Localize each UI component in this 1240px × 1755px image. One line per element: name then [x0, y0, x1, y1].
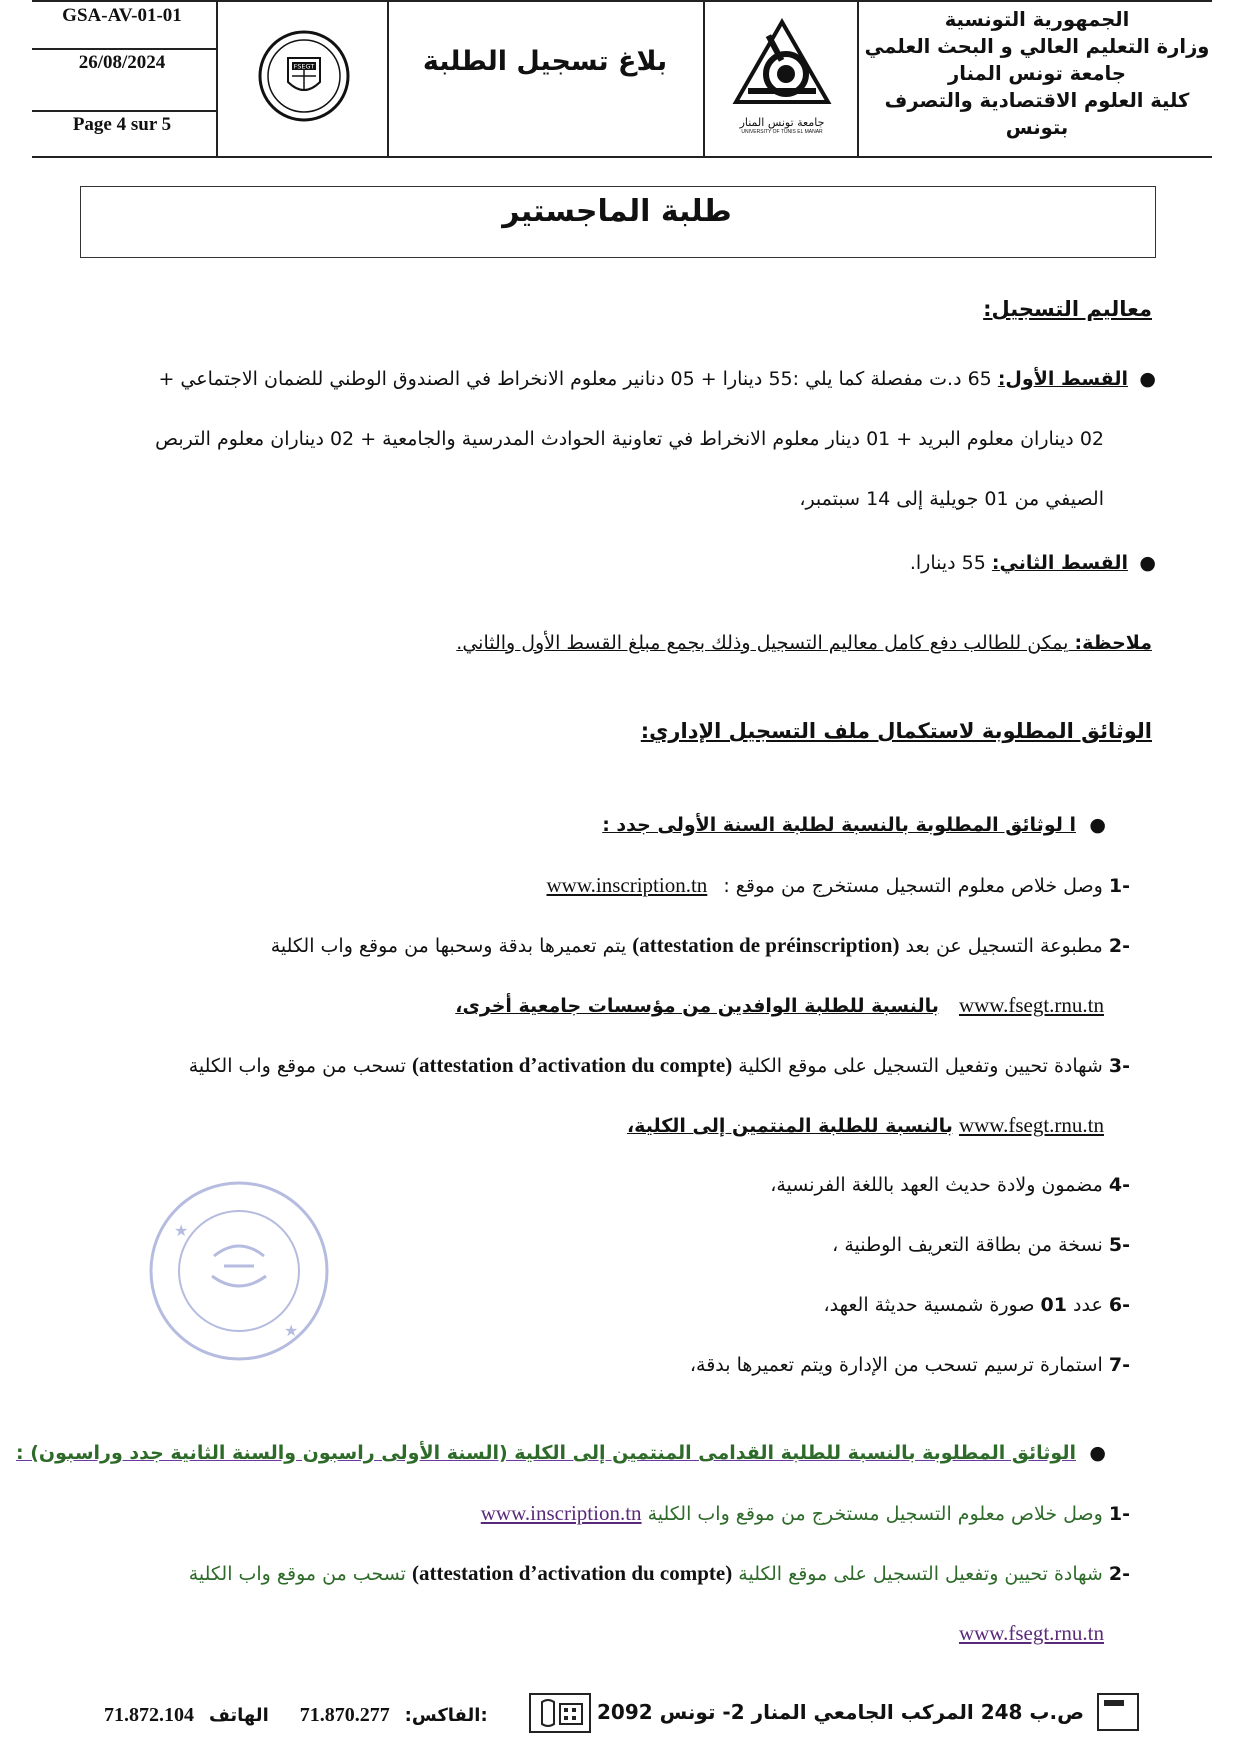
phone-number: 71.870.277 — [299, 1704, 390, 1726]
old-item-2-line-2 — [959, 1620, 1104, 1647]
fee-second: ● القسط الثاني: 55 دينارا. — [909, 552, 1156, 574]
fax-number: 71.872.104 — [104, 1704, 194, 1726]
new-item-5: -5 نسخة من بطاقة التعريف الوطنية ، — [832, 1234, 1130, 1256]
fees-note: ملاحظة: يمكن للطالب دفع كامل معاليم التسجيل وذلك بجمع مبلغ القسط الأول والثاني. — [456, 632, 1152, 654]
bullet-icon: ● — [1139, 368, 1156, 390]
docs-heading: الوثائق المطلوبة لاستكمال ملف التسجيل الإداري: — [640, 719, 1152, 743]
faculty-line: كلية العلوم الاقتصادية والتصرف بتونس — [884, 89, 1190, 139]
new-item-3: -3 شهادة تحيين وتفعيل التسجيل على موقع الكلية (attestation d’activation du compte) تسحب من موقع واب الكلية — [188, 1053, 1130, 1077]
new-item-3-line-2: www.fsegt.rnu.tn بالنسبة للطلبة المنتمين إلى الكلية، — [626, 1113, 1104, 1137]
section-title: طلبة الماجستير — [502, 194, 732, 229]
fees-heading: معاليم التسجيل: — [983, 297, 1152, 321]
footer-contacts — [104, 1702, 488, 1727]
university-line: جامعة تونس المنار — [948, 62, 1126, 85]
new-item-1: -1 وصل خلاص معلوم التسجيل مستخرج من موقع : www.inscription.tn — [546, 873, 1130, 897]
svg-text:FSEGT: FSEGT — [293, 62, 315, 71]
mailbox-icon — [1096, 1692, 1140, 1732]
bullet-icon: ● — [1089, 814, 1106, 836]
new-item-2-line-2: www.fsegt.rnu.tn بالنسبة للطلبة الوافدين من مؤسسات جامعية أخرى، — [455, 993, 1104, 1017]
svg-text:★: ★ — [284, 1321, 299, 1340]
new-item-7: -7 استمارة ترسيم تسحب من الإدارة ويتم تعميرها بدقة، — [689, 1354, 1130, 1376]
old-students-heading: ● الوثائق المطلوبة بالنسبة للطلبة القدامى المنتمين إلى الكلية (السنة الأولى راسبون والسنة الثانية جدد وراسبون) : — [16, 1442, 1106, 1464]
institution-block — [862, 6, 1212, 141]
ministry-line: وزارة التعليم العالي و البحث العلمي — [864, 35, 1210, 58]
new-item-2: -2 مطبوعة التسجيل عن بعد (attestation de préinscription) يتم تعميرها بدقة وسحبها من موقع واب الكلية — [270, 933, 1130, 957]
document-code: GSA-AV-01-01 — [62, 5, 182, 26]
phone-label: الهاتف: — [208, 1705, 488, 1726]
old-item-2: -2 شهادة تحيين وتفعيل التسجيل على موقع الكلية (attestation d’activation du compte) تسحب من موقع واب الكلية — [188, 1561, 1130, 1585]
footer-address: ص.ب 248 المركب الجامعي المنار 2- تونس 2092 — [597, 1700, 1084, 1724]
fee-first-line-3: الصيفي من 01 جويلية إلى 14 سبتمبر، — [799, 488, 1104, 510]
bullet-icon: ● — [1089, 1442, 1106, 1464]
fee-first-line-1: ● القسط الأول: 65 د.ت مفصلة كما يلي :55 دينارا + 05 دنانير معلوم الانخراط في الصندوق الوطني للضمان الاجتماعي + — [158, 368, 1156, 390]
fee-first-line-2: 02 ديناران معلوم البريد + 01 دينار معلوم الانخراط في تعاونية الحوادث المدرسية والجامعية + 02 ديناران معلوم التربص — [155, 428, 1104, 450]
page-indicator: Page 4 sur 5 — [72, 114, 172, 135]
old-item-1: -1 وصل خلاص معلوم التسجيل مستخرج من موقع واب الكلية www.inscription.tn — [480, 1501, 1130, 1525]
fsegt-seal-logo — [258, 30, 350, 122]
new-students-heading: ● ا لوثائق المطلوبة بالنسبة لطلبة السنة الأولى جدد : — [602, 814, 1106, 836]
document-date: 26/08/2024 — [78, 52, 166, 73]
svg-text:★: ★ — [174, 1221, 189, 1240]
fsegt-link[interactable]: www.fsegt.rnu.tn — [958, 993, 1104, 1017]
inscription-link[interactable]: www.inscription.tn — [480, 1501, 642, 1525]
notice-title: بلاغ تسجيل الطلبة — [422, 46, 668, 77]
inscription-link[interactable]: www.inscription.tn — [546, 873, 708, 897]
phone-fax-icon — [528, 1692, 592, 1734]
new-item-4: -4 مضمون ولادة حديث العهد باللغة الفرنسية، — [770, 1174, 1130, 1196]
official-stamp — [144, 1176, 334, 1366]
university-logo: جامعة تونس المنار UNIVERSITY OF TUNIS EL MANAR — [728, 16, 836, 144]
fsegt-link[interactable]: www.fsegt.rnu.tn — [958, 1621, 1104, 1645]
bullet-icon: ● — [1139, 552, 1156, 574]
new-item-6: -6 عدد 01 صورة شمسية حديثة العهد، — [823, 1294, 1130, 1316]
fax-label: الفاكس: — [404, 1705, 481, 1726]
country-line: الجمهورية التونسية — [944, 8, 1130, 31]
fsegt-link[interactable]: www.fsegt.rnu.tn — [958, 1113, 1104, 1137]
